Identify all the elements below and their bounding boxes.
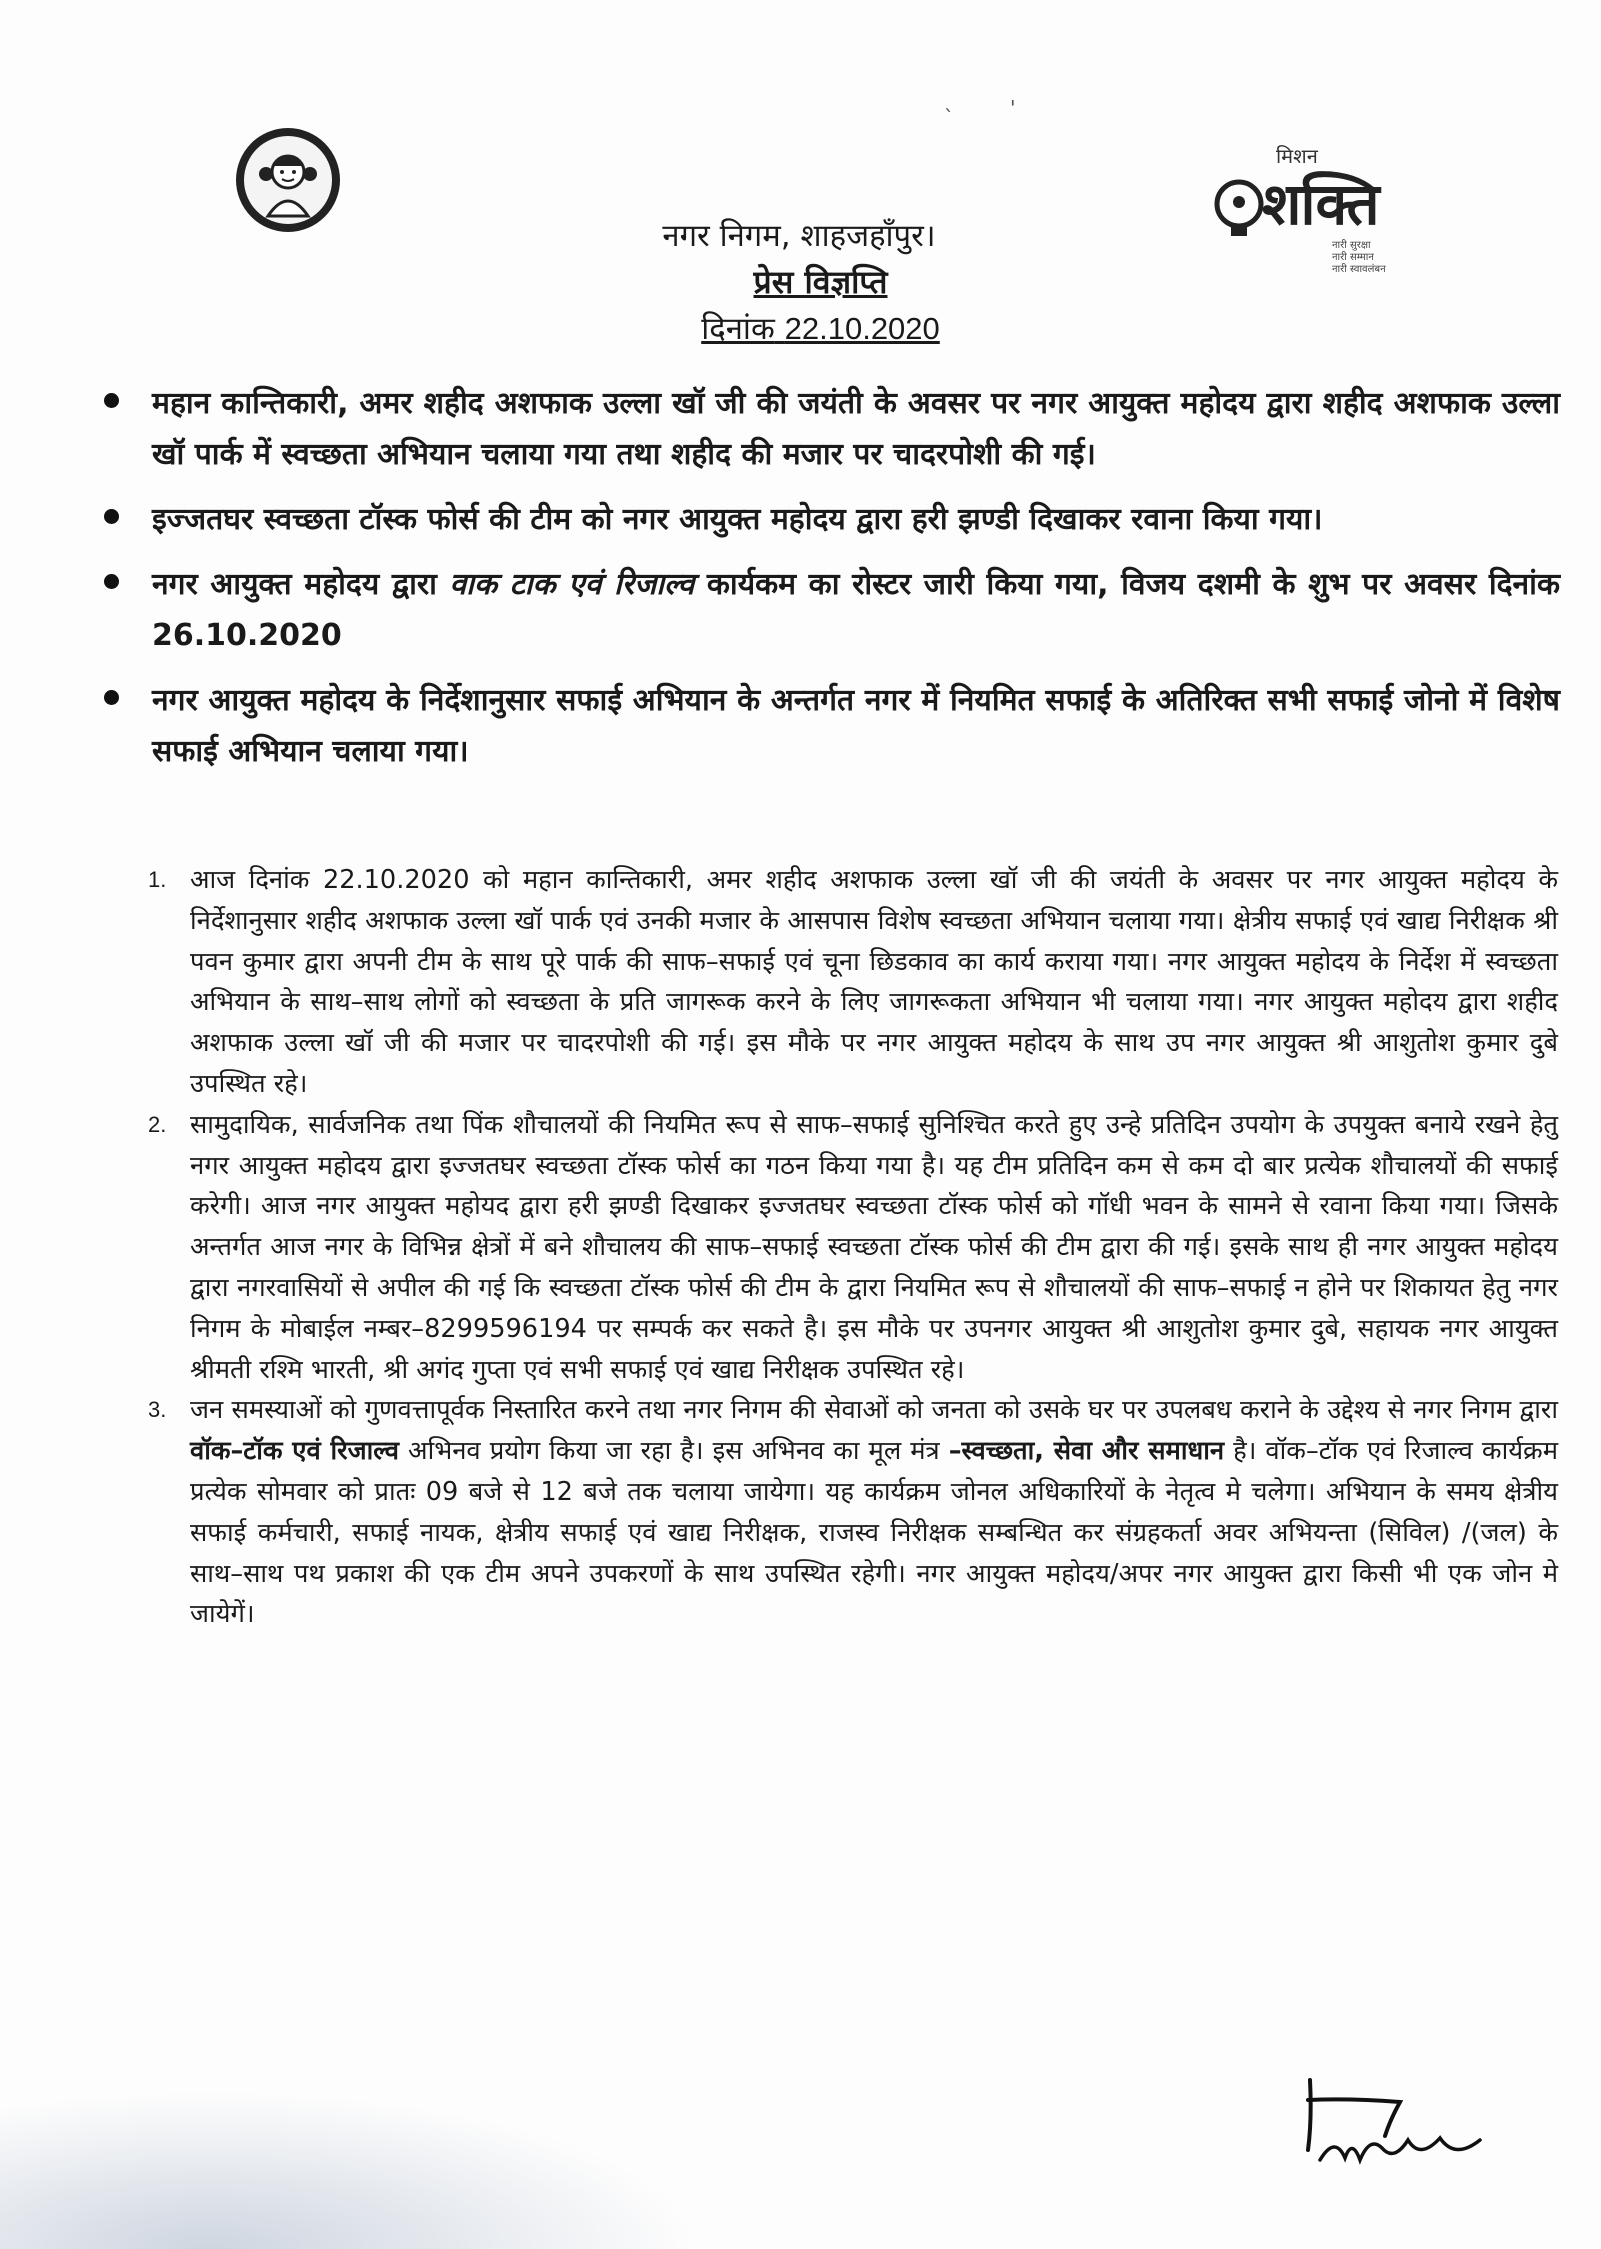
walk-talk-resolve-bold: वॉक–टॉक एवं रिजाल्व (190, 1436, 399, 1467)
item-number: 3. (148, 1397, 167, 1423)
item-number: 2. (148, 1111, 167, 1137)
handwritten-signature (1290, 2040, 1530, 2180)
bullet-icon (104, 509, 119, 524)
organization-name: नगर निगम, शाहजहाँपुर। (662, 218, 936, 254)
motto-bold: –स्वच्छता, सेवा और समाधान (948, 1436, 1225, 1467)
details-list (148, 860, 1558, 1635)
item-number: 1. (148, 867, 167, 892)
document-header (0, 214, 1601, 352)
document-date: दिनांक 22.10.2020 (701, 311, 940, 347)
scan-mark: ˎ (944, 88, 954, 112)
scan-smudge (0, 2090, 700, 2249)
detail-item-2: 2. सामुदायिक, सार्वजनिक तथा पिंक शौचालयों की नियमित रूप से साफ–सफाई सुनिश्चित करते हुए उन्हे प्रतिदिन उपयोग के उपयुक्त बनाये रखने हेतु नगर आयुक्त महोदय द्वारा इज्जतघर स्वच्छता टॉस्क फोर्स का गठन किया गया है। यह टीम प्रतिदिन कम से कम दो बार प्रत्येक शौचालयों की सफाई करेगी। आज नगर आयुक्त महोयद द्वारा हरी झण्डी दिखाकर इज्जतघर स्वच्छता टॉस्क फोर्स को गॉधी भवन के सामने से रवाना किया गया। जिसके अन्तर्गत आज नगर के विभिन्न क्षेत्रों में बने शौचालय की साफ–सफाई स्वच्छता टॉस्क फोर्स की टीम द्वारा की गई। इसके साथ ही नगर आयुक्त महोदय द्वारा नगरवासियों से अपील की गई कि स्वच्छता टॉस्क फोर्स की टीम के द्वारा नियमित रूप से शौचालयों की साफ–सफाई न होने पर शिकायत हेतु नगर निगम के मोबाईल नम्बर–8299596194 पर सम्पर्क कर सकते है। इस मौके पर उपनगर आयुक्त श्री आशुतोश कुमार दुबे, सहायक नगर आयुक्त श्रीमती रश्मि भारती, श्री अगंद गुप्ता एवं सभी सफाई एवं खाद्य निरीक्षक उपस्थित रहे। (148, 1105, 1558, 1391)
highlight-item: महान कान्तिकारी, अमर शहीद अशफाक उल्ला खॉ जी की जयंती के अवसर पर नगर आयुक्त महोदय द्वारा शहीद अशफाक उल्ला खॉ पार्क में स्वच्छता अभियान चलाया गया तथा शहीद की मजार पर चादरपोशी की गई। (100, 378, 1560, 480)
logo-shakti-text: शक्ति (1262, 170, 1379, 238)
document-title: प्रेस विज्ञप्ति (753, 263, 888, 301)
highlight-item: नगर आयुक्त महोदय द्वारा वाक टाक एवं रिजाल्व कार्यकम का रोस्टर जारी किया गया, विजय दशमी के शुभ पर अवसर दिनांक 26.10.2020 (100, 559, 1560, 661)
logo-tagline: नारी सुरक्षा नारी सम्मान नारी स्वावलंबन (1332, 240, 1386, 275)
bullet-icon (104, 690, 119, 705)
detail-item-3: 3. जन समस्याओं को गुणवत्तापूर्वक निस्तारित करने तथा नगर निगम की सेवाओं को जनता को उसके घर पर उपलबध कराने के उद्देश्य से नगर निगम द्वारा वॉक–टॉक एवं रिजाल्व अभिनव प्रयोग किया जा रहा है। इस अभिनव का मूल मंत्र –स्वच्छता, सेवा और समाधान है। वॉक–टॉक एवं रिजाल्व कार्यक्रम प्रत्येक सोमवार को प्रातः 09 बजे से 12 बजे तक चलाया जायेगा। यह कार्यक्रम जोनल अधिकारियों के नेतृत्व मे चलेगा। अभियान के समय क्षेत्रीय सफाई कर्मचारी, सफाई नायक, क्षेत्रीय सफाई एवं खाद्य निरीक्षक, राजस्व निरीक्षक सम्बन्धित कर संग्रहकर्ता अवर अभियन्ता (सिविल) /(जल) के साथ–साथ पथ प्रकाश की एक टीम अपने उपकरणों के साथ उपस्थित रहेगी। नगर आयुक्त महोदय/अपर नगर आयुक्त द्वारा किसी भी एक जोन मे जायेगें। (148, 1390, 1558, 1635)
detail-item-1: 1. आज दिनांक 22.10.2020 को महान कान्तिकारी, अमर शहीद अशफाक उल्ला खॉ जी की जयंती के अवसर पर नगर आयुक्त महोदय के निर्देशानुसार शहीद अशफाक उल्ला खॉ पार्क एवं उनकी मजार के आसपास विशेष स्वच्छता अभियान चलाया गया। क्षेत्रीय सफाई एवं खाद्य निरीक्षक श्री पवन कुमार द्वारा अपनी टीम के साथ पूरे पार्क की साफ–सफाई एवं चूना छिडकाव का कार्य कराया गया। नगर आयुक्त महोदय के निर्देश में स्वच्छता अभियान के साथ–साथ लोगों को स्वच्छता के प्रति जागरूक करने के लिए जागरूकता अभियान भी चलाया गया। नगर आयुक्त महोदय द्वारा शहीद अशफाक उल्ला खॉ जी की मजार पर चादरपोशी की गई। इस मौके पर नगर आयुक्त महोदय के साथ उप नगर आयुक्त श्री आशुतोश कुमार दुबे उपस्थित रहे। (148, 860, 1558, 1105)
highlight-item: इज्जतघर स्वच्छता टॉस्क फोर्स की टीम को नगर आयुक्त महोदय द्वारा हरी झण्डी दिखाकर रवाना किया गया। (100, 494, 1560, 545)
highlight-item: नगर आयुक्त महोदय के निर्देशानुसार सफाई अभियान के अन्तर्गत नगर में नियमित सफाई के अतिरिक्त सभी सफाई जोनो में विशेष सफाई अभियान चलाया गया। (100, 675, 1560, 777)
scan-mark: ' (1010, 96, 1016, 120)
bullet-icon (104, 574, 119, 589)
highlights-list (100, 378, 1560, 791)
walk-talk-resolve-italic: वाक टाक एवं रिजाल्व (449, 567, 695, 602)
bullet-icon (104, 393, 119, 408)
logo-mission-text: मिशन (1276, 144, 1318, 168)
